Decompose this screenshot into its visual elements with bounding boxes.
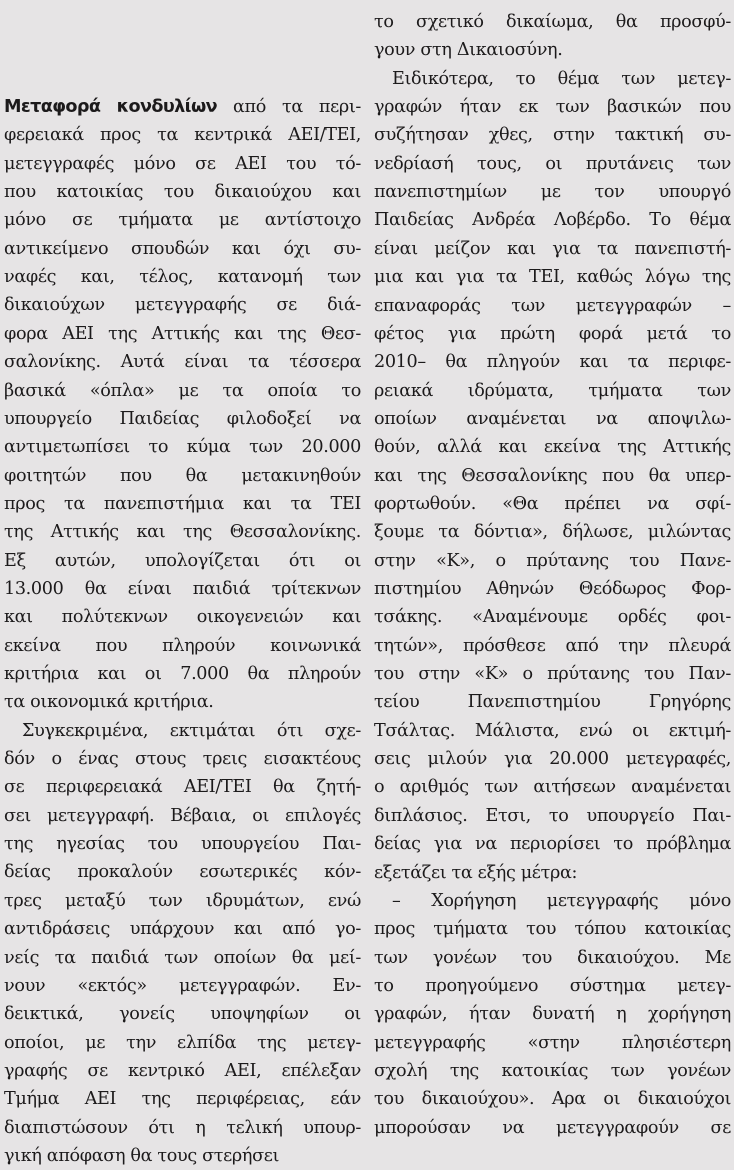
text-line: δείας για να περιορίσει το πρόβλημα (374, 834, 731, 855)
text-line: που κατοικίας του δικαιούχου και (4, 182, 361, 203)
text-line: επαναφοράς των μετεγγραφών – (374, 295, 731, 316)
text-line: φερειακά προς τα κεντρικά ΑΕΙ/ΤΕΙ, (4, 125, 361, 146)
text-line: κριτήρια και οι 7.000 θα πληρούν (4, 664, 361, 684)
text-line: Τσάλτας. Μάλιστα, ενώ οι εκτιμή- (374, 720, 731, 741)
text-line: γική απόφαση θα τους στερήσει (4, 1145, 280, 1166)
text-line: νουν «εκτός» μετεγγραφών. Εν- (4, 975, 361, 996)
text-line: είναι μείζον και για τα πανεπιστή- (374, 238, 731, 259)
text-line: φορα ΑΕΙ της Αττικής και της Θεσ- (4, 323, 361, 344)
text-line: ρειακά ιδρύματα, τμήματα των (374, 380, 731, 401)
text-line: γραφών ήταν εκ των βασικών που (374, 97, 731, 118)
text-line: το προηγούμενο σύστημα μετεγ- (374, 975, 731, 996)
text-line: Συγκεκριμένα, εκτιμάται ότι σχε- (22, 720, 361, 741)
text-line: τρες μεταξύ των ιδρυμάτων, ενώ (4, 890, 361, 911)
text-line: διπλάσιος. Ετσι, το υπουργείο Παι- (374, 805, 731, 826)
text-line: του στην «Κ» ο πρύτανης του Παν- (374, 664, 731, 685)
text-line: δείας προκαλούν εσωτερικές κόν- (4, 862, 361, 883)
text-line: και πολύτεκνων οικογενειών και (4, 607, 361, 628)
text-line: γουν στη Δικαιοσύνη. (374, 40, 563, 61)
text-line: οποίοι, με την ελπίδα της μετεγ- (4, 1032, 361, 1053)
text-line: θούν, αλλά και εκείνα της Αττικής (374, 437, 731, 458)
text-line: σεις μιλούν για 20.000 μετεγραφές, (374, 749, 731, 770)
text-line: σει μετεγγραφή. Βέβαια, οι επιλογές (4, 805, 361, 826)
text-line: δόν ο ένας στους τρεις εισακτέους (4, 749, 361, 770)
text-line: ο αριθμός των αιτήσεων αναμένεται (374, 777, 731, 798)
text-line: φοιτητών που θα μετακινηθούν (4, 465, 361, 486)
text-line: τσάκης. «Αναμένουμε ορδές φοι- (374, 607, 731, 628)
text-line: το σχετικό δικαίωμα, θα προσφύ- (374, 12, 731, 32)
text-line: 13.000 θα είναι παιδιά τρίτεκνων (4, 578, 361, 599)
text-line: Παιδείας Ανδρέα Λοβέρδο. Το θέμα (374, 210, 731, 231)
text-line: δεικτικά, γονείς υποψηφίων οι (4, 1004, 361, 1025)
lead-rest-text: από τα περι- (217, 97, 362, 117)
text-line: γραφής σε κεντρικό ΑΕΙ, επέλεξαν (4, 1060, 361, 1081)
text-line: στην «Κ», ο πρύτανης του Πανε- (374, 550, 731, 571)
text-line: Τμήμα ΑΕΙ της περιφέρειας, εάν (4, 1089, 361, 1110)
text-line: σχολή της κατοικίας των γονέων (374, 1060, 731, 1081)
lead-bold-text: Μεταφορά κονδυλίων (4, 97, 218, 117)
text-line: Ειδικότερα, το θέμα των μετεγ- (392, 68, 731, 89)
text-line: των γονέων του δικαιούχου. Με (374, 947, 731, 968)
text-line: μια και για τα ΤΕΙ, καθώς λόγω της (374, 267, 731, 288)
text-line: δικαιούχων μετεγγραφής σε διά- (4, 295, 361, 316)
text-line: μπορούσαν να μετεγγραφούν σε (374, 1117, 731, 1138)
text-line: οποίων αναμένεται να αποψιλω- (374, 408, 731, 429)
text-line: και της Θεσσαλονίκης που θα υπερ- (374, 465, 731, 486)
text-line: εξετάζει τα εξής μέτρα: (374, 862, 578, 883)
text-line: 2010– θα πληγούν και τα περιφε- (374, 352, 731, 373)
text-line: ναφές και, τέλος, κατανομή των (4, 267, 361, 288)
text-line: μετεγγραφής «στην πλησιέστερη (374, 1032, 731, 1053)
text-line: προς τμήματα του τόπου κατοικίας (374, 919, 731, 940)
paragraph-lead-line (4, 93, 361, 121)
text-line: πανεπιστημίων με τον υπουργό (374, 182, 731, 203)
text-line: ξουμε τα δόντια», δήλωσε, μιλώντας (374, 522, 731, 543)
text-line: της Αττικής και της Θεσσαλονίκης. (4, 522, 361, 543)
text-line: προς τα πανεπιστήμια και τα ΤΕΙ (4, 493, 361, 514)
text-line: πιστημίου Αθηνών Θεόδωρος Φορ- (374, 579, 731, 599)
text-line: αντικείμενο σπουδών και όχι συ- (4, 238, 361, 259)
text-line: τητών», πρόσθεσε από την πλευρά (374, 635, 731, 656)
text-line: του δικαιούχου». Αρα οι δικαιούχοι (374, 1089, 731, 1110)
text-line: υπουργείο Παιδείας φιλοδοξεί να (4, 408, 361, 429)
text-line: τα οικονομικά κριτήρια. (4, 692, 214, 713)
text-line: φορτωθούν. «Θα πρέπει να σφί- (374, 493, 731, 514)
text-line: – Χορήγηση μετεγγραφής μόνο (392, 890, 731, 911)
text-line: Εξ αυτών, υπολογίζεται ότι οι (4, 550, 361, 571)
text-line: συζήτησαν χθες, στην τακτική συ- (374, 125, 731, 146)
text-line: σαλονίκης. Αυτά είναι τα τέσσερα (4, 352, 361, 373)
text-line: σε περιφερειακά ΑΕΙ/ΤΕΙ θα ζητή- (4, 777, 361, 798)
text-line: εκείνα που πληρούν κοινωνικά (4, 635, 361, 656)
text-line: της ηγεσίας του υπουργείου Παι- (4, 834, 361, 855)
text-line: βασικά «όπλα» με τα οποία το (4, 380, 361, 401)
text-line: τείου Πανεπιστημίου Γρηγόρης (374, 692, 731, 713)
text-line: αντιμετωπίσει το κύμα των 20.000 (4, 437, 361, 458)
text-line: νείς τα παιδιά των οποίων θα μεί- (4, 947, 361, 968)
text-line: νεδρίασή τους, οι πρυτάνεις των (374, 153, 731, 174)
text-line: φέτος για πρώτη φορά μετά το (374, 323, 731, 344)
text-line: γραφών, ήταν δυνατή η χορήγηση (374, 1004, 731, 1025)
text-line: αντιδράσεις υπάρχουν και από γο- (4, 919, 361, 940)
text-line: μόνο σε τμήματα με αντίστοιχο (4, 210, 361, 231)
text-line: διαπιστώσουν ότι η τελική υπουρ- (4, 1117, 361, 1138)
text-line: μετεγγραφές μόνο σε ΑΕΙ του τό- (4, 153, 361, 174)
